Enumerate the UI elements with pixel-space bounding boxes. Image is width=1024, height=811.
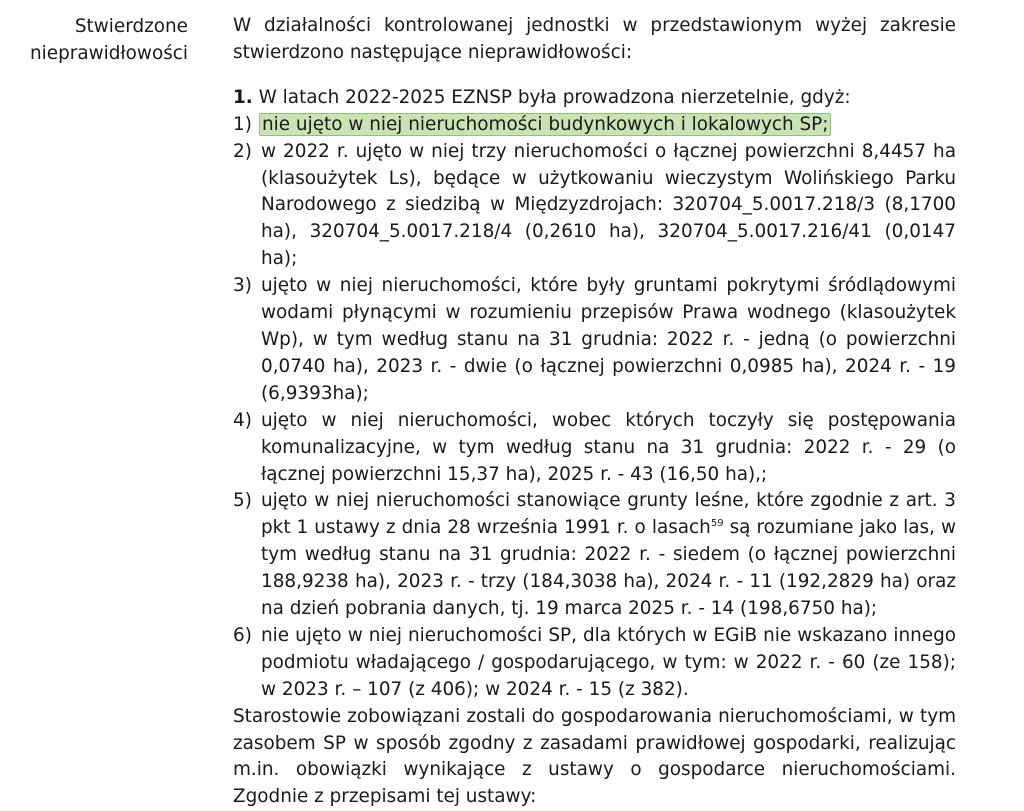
finding-text: W latach 2022-2025 EZNSP była prowadzona nierzetelnie, gdyż: xyxy=(258,86,851,108)
list-marker: 5) xyxy=(233,490,252,512)
closing-paragraph: Starostowie zobowiązani zostali do gospodarowania nieruchomościami, w tym zasobem SP w sposób zgodny z zasadami prawidłowej gospodarki, realizując m.in. obowiązki wynikające z ustawy o gospodarce nieruchomościami. Zgodnie z przepisami tej ustawy: xyxy=(233,705,956,808)
list-item-text: nie ujęto w niej nieruchomości SP, dla których w EGiB nie wskazano innego podmiotu władającego / gospodarującego, w tym: w 2022 r. - 60 (ze 158); w 2023 r. – 107 (z 406); w 2024 r. - 15 (z 382). xyxy=(261,624,956,700)
section-label: Stwierdzone nieprawidłowości xyxy=(30,16,188,64)
list-item xyxy=(233,112,956,139)
list-item xyxy=(233,488,956,623)
list-item-text xyxy=(261,112,956,139)
list-marker: 1) xyxy=(233,113,252,135)
document-body xyxy=(233,13,956,811)
findings-list xyxy=(233,112,956,704)
list-marker: 6) xyxy=(233,624,252,646)
finding-number: 1. xyxy=(233,86,253,108)
list-marker: 4) xyxy=(233,409,252,431)
list-item-text: ujęto w niej nieruchomości, które były gruntami pokrytymi śródlądowymi wodami płynącymi w rozumieniu przepisów Prawa wodnego (klasoużytek Wp), w tym według stanu na 31 grudnia: 2022 r. - jedną (o powierzchni 0,0740 ha), 2023 r. - dwie (o łącznej powierzchni 0,0985 ha), 2024 r. - 19 (6,9393ha); xyxy=(261,275,956,404)
list-item-text: w 2022 r. ujęto w niej trzy nieruchomości o łącznej powierzchni 8,4457 ha (klasoużytek Ls), będące w użytkowaniu wieczystym Wolińskiego Parku Narodowego z siedzibą w Międzyzdrojach: 320704_5.0017.218/3 (8,1700 ha), 320704_5.0017.218/4 (0,2610 ha), 320704_5.0017.216/41 (0,0147 ha); xyxy=(261,140,956,270)
list-item-text-part: ujęto w niej nieruchomości stanowiące grunty leśne, które zgodnie z art. 3 pkt 1 ustawy z dnia 28 września 1991 r. o lasach xyxy=(261,490,956,539)
list-item-text-part: są rozumiane jako las, w tym według stanu na 31 grudnia: 2022 r. - siedem (o łącznej powierzchni 188,9238 ha), 2023 r. - trzy (184,3038 ha), 2024 r. - 11 (192,2829 ha) oraz na dzień pobrania danych, tj. 19 marca 2025 r. - 14 (198,6750 ha); xyxy=(261,517,956,620)
list-item xyxy=(233,139,956,274)
footnote-ref[interactable]: 59 xyxy=(710,518,724,530)
list-item-text: ujęto w niej nieruchomości, wobec których toczyły się postępowania komunalizacyjne, w tym według stanu na 31 grudnia: 2022 r. - 29 (o łącznej powierzchni 15,37 ha), 2025 r. - 43 (16,50 ha),; xyxy=(261,409,956,485)
list-marker: 2) xyxy=(233,140,252,162)
finding-heading xyxy=(233,85,956,112)
list-item-text xyxy=(261,488,956,623)
list-item xyxy=(233,623,956,704)
list-item xyxy=(233,408,956,489)
highlighted-text: nie ujęto w niej nieruchomości budynkowych i lokalowych SP; xyxy=(259,113,831,136)
list-marker: 3) xyxy=(233,275,252,297)
list-item xyxy=(233,273,956,408)
intro-paragraph: W działalności kontrolowanej jednostki w przedstawionym wyżej zakresie stwierdzono następujące nieprawidłowości: xyxy=(233,15,956,63)
